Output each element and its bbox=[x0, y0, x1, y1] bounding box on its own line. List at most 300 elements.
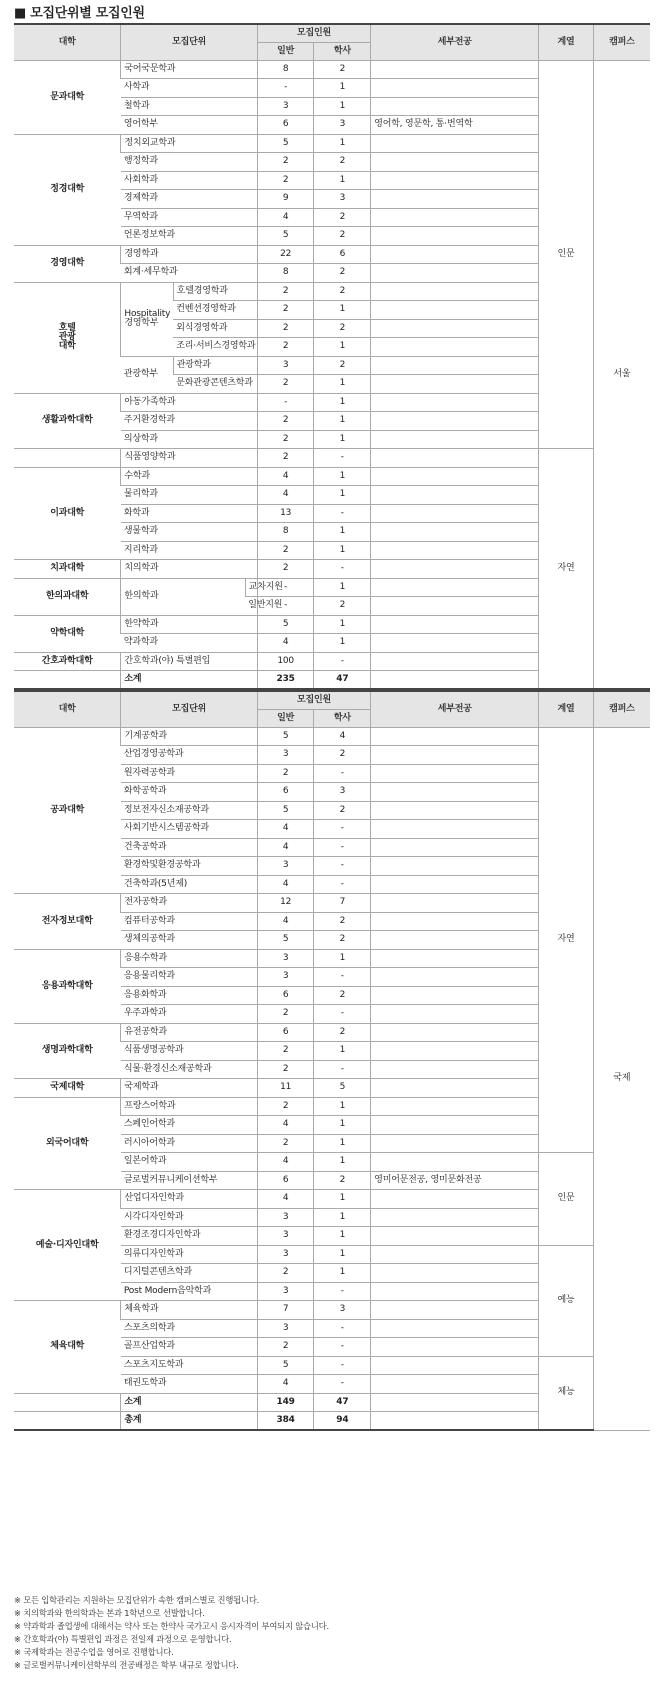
unit-name: 기계공학과 bbox=[121, 727, 257, 746]
bachelor-count: 1 bbox=[314, 171, 371, 190]
bachelor-count: - bbox=[314, 1282, 371, 1301]
bachelor-count: 1 bbox=[314, 523, 371, 542]
header-general: 일반 bbox=[257, 709, 314, 727]
major-detail bbox=[371, 1153, 539, 1172]
sub-unit: 교차지원 bbox=[245, 578, 257, 597]
major-detail bbox=[371, 1097, 539, 1116]
general-count: 5 bbox=[257, 134, 314, 153]
general-count: 6 bbox=[257, 116, 314, 135]
bachelor-count: - bbox=[314, 1356, 371, 1375]
major-detail bbox=[371, 208, 539, 227]
general-count: 3 bbox=[257, 1227, 314, 1246]
major-detail: 영미어문전공, 영미문화전공 bbox=[371, 1171, 539, 1190]
note-line: ※ 약과학과 졸업생에 대해서는 약사 또는 한약사 국가고시 응시자격이 부여되지 않습니다. bbox=[14, 1621, 329, 1631]
unit-name: 아동가족학과 bbox=[121, 393, 257, 412]
major-detail bbox=[371, 931, 539, 950]
unit-name: 관광학과 bbox=[173, 356, 257, 375]
subtotal-row bbox=[14, 671, 650, 690]
general-count: 5 bbox=[257, 227, 314, 246]
general-count: 3 bbox=[257, 1282, 314, 1301]
major-detail bbox=[371, 1375, 539, 1394]
general-count: 2 bbox=[257, 282, 314, 301]
unit-name: 산업디자인학과 bbox=[121, 1190, 257, 1209]
major-detail bbox=[371, 523, 539, 542]
bachelor-count: 2 bbox=[314, 986, 371, 1005]
header-major: 세부전공 bbox=[371, 691, 539, 727]
major-detail bbox=[371, 1116, 539, 1135]
general-count: 4 bbox=[257, 1153, 314, 1172]
bachelor-count: 4 bbox=[314, 727, 371, 746]
major-detail bbox=[371, 467, 539, 486]
unit-name: 생체의공학과 bbox=[121, 931, 257, 950]
major-detail bbox=[371, 615, 539, 634]
major-detail bbox=[371, 746, 539, 765]
unit-name: 골프산업학과 bbox=[121, 1338, 257, 1357]
bachelor-count: 2 bbox=[314, 282, 371, 301]
general-count: 5 bbox=[257, 801, 314, 820]
bachelor-count: 2 bbox=[314, 801, 371, 820]
major-detail bbox=[371, 597, 539, 616]
bachelor-count: 2 bbox=[314, 912, 371, 931]
major-detail bbox=[371, 560, 539, 579]
general-count: 5 bbox=[257, 1356, 314, 1375]
sum-blank bbox=[371, 1412, 594, 1431]
bachelor-count: 1 bbox=[314, 615, 371, 634]
bachelor-count: 1 bbox=[314, 467, 371, 486]
major-detail bbox=[371, 1079, 539, 1098]
bachelor-count: 2 bbox=[314, 227, 371, 246]
bachelor-count: 3 bbox=[314, 190, 371, 209]
unit-name: 스포츠지도학과 bbox=[121, 1356, 257, 1375]
bachelor-count: - bbox=[314, 652, 371, 671]
college-name: 예술·디자인대학 bbox=[14, 1190, 121, 1301]
major-detail bbox=[371, 894, 539, 913]
general-count: 9 bbox=[257, 190, 314, 209]
unit-name: 건축공학과 bbox=[121, 838, 257, 857]
general-count: 5 bbox=[257, 615, 314, 634]
header-campus: 캠퍼스 bbox=[593, 24, 650, 60]
college-name: 전자정보대학 bbox=[14, 894, 121, 950]
major-detail bbox=[371, 79, 539, 98]
college-name: 응용과학대학 bbox=[14, 949, 121, 1023]
general-count: 6 bbox=[257, 1171, 314, 1190]
tables-container bbox=[14, 23, 650, 1431]
bachelor-count: 1 bbox=[314, 1208, 371, 1227]
bachelor-count: - bbox=[314, 838, 371, 857]
sum-label: 총계 bbox=[121, 1412, 257, 1431]
bachelor-count: 1 bbox=[314, 1190, 371, 1209]
bachelor-count: 1 bbox=[314, 1227, 371, 1246]
unit-name: 환경조경디자인학과 bbox=[121, 1227, 257, 1246]
unit-name: 건축학과(5년제) bbox=[121, 875, 257, 894]
major-detail: 영어학, 영문학, 통·번역학 bbox=[371, 116, 539, 135]
bachelor-count: 2 bbox=[314, 208, 371, 227]
major-detail bbox=[371, 1208, 539, 1227]
bachelor-count: 1 bbox=[314, 634, 371, 653]
college-name: 약학대학 bbox=[14, 615, 121, 652]
general-count: 2 bbox=[257, 541, 314, 560]
header-unit: 모집단위 bbox=[121, 24, 257, 60]
unit-name: 국제학과 bbox=[121, 1079, 257, 1098]
unit-name: 원자력공학과 bbox=[121, 764, 257, 783]
general-count: 3 bbox=[257, 1319, 314, 1338]
general-count: 2 bbox=[257, 1097, 314, 1116]
major-detail bbox=[371, 1005, 539, 1024]
major-detail bbox=[371, 60, 539, 79]
general-count: 4 bbox=[257, 467, 314, 486]
major-detail bbox=[371, 986, 539, 1005]
bachelor-count: - bbox=[314, 1060, 371, 1079]
bachelor-count: 1 bbox=[314, 578, 371, 597]
general-count: 3 bbox=[257, 97, 314, 116]
bachelor-count: 2 bbox=[314, 264, 371, 283]
header-quota: 모집인원 bbox=[257, 24, 370, 42]
unit-name: 식품영양학과 bbox=[121, 449, 257, 468]
general-count: 4 bbox=[257, 634, 314, 653]
t1-table bbox=[14, 23, 650, 690]
unit-name: 회계·세무학과 bbox=[121, 264, 257, 283]
header-quota: 모집인원 bbox=[257, 691, 370, 709]
field-name: 체능 bbox=[539, 1356, 594, 1430]
bachelor-count: 2 bbox=[314, 597, 371, 616]
bachelor-count: 6 bbox=[314, 245, 371, 264]
general-count: 4 bbox=[257, 912, 314, 931]
general-count: 2 bbox=[257, 1264, 314, 1283]
bachelor-count: 1 bbox=[314, 1245, 371, 1264]
major-detail bbox=[371, 875, 539, 894]
general-count: 2 bbox=[257, 1338, 314, 1357]
general-count: 2 bbox=[257, 430, 314, 449]
bachelor-count: 3 bbox=[314, 1301, 371, 1320]
unit-name: 정보전자신소재공학과 bbox=[121, 801, 257, 820]
major-detail bbox=[371, 375, 539, 394]
bachelor-count: 1 bbox=[314, 1116, 371, 1135]
general-count: 2 bbox=[257, 764, 314, 783]
major-detail bbox=[371, 153, 539, 172]
unit-name: 응용물리학과 bbox=[121, 968, 257, 987]
college-name: 문과대학 bbox=[14, 60, 121, 134]
college-name: 치과대학 bbox=[14, 560, 121, 579]
major-detail bbox=[371, 227, 539, 246]
general-count: 2 bbox=[257, 560, 314, 579]
table-row bbox=[14, 449, 650, 468]
general-count: 4 bbox=[257, 486, 314, 505]
unit-name: 호텔경영학과 bbox=[173, 282, 257, 301]
major-detail bbox=[371, 783, 539, 802]
major-detail bbox=[371, 838, 539, 857]
college-name: 이과대학 bbox=[14, 467, 121, 560]
field-name: 인문 bbox=[539, 60, 594, 449]
major-detail bbox=[371, 393, 539, 412]
unit-name: 지리학과 bbox=[121, 541, 257, 560]
general-count: 8 bbox=[257, 523, 314, 542]
major-detail bbox=[371, 857, 539, 876]
general-count: 2 bbox=[257, 1005, 314, 1024]
general-count: 8 bbox=[257, 60, 314, 79]
general-count: 2 bbox=[257, 449, 314, 468]
unit-name: 사학과 bbox=[121, 79, 257, 98]
general-count: 2 bbox=[257, 338, 314, 357]
bachelor-count: 1 bbox=[314, 79, 371, 98]
bachelor-count: 1 bbox=[314, 1264, 371, 1283]
general-count: 2 bbox=[257, 301, 314, 320]
major-detail bbox=[371, 134, 539, 153]
college-name: 정경대학 bbox=[14, 134, 121, 245]
college-name: 국제대학 bbox=[14, 1079, 121, 1098]
major-detail bbox=[371, 578, 539, 597]
unit-name: 문화관광콘텐츠학과 bbox=[173, 375, 257, 394]
general-count: - bbox=[257, 597, 314, 616]
bachelor-count: 2 bbox=[314, 746, 371, 765]
unit-name: 치의학과 bbox=[121, 560, 257, 579]
unit-name: 의상학과 bbox=[121, 430, 257, 449]
bachelor-count: - bbox=[314, 968, 371, 987]
major-detail bbox=[371, 1264, 539, 1283]
major-detail bbox=[371, 801, 539, 820]
bachelor-count: 1 bbox=[314, 375, 371, 394]
sum-spacer bbox=[14, 671, 121, 690]
bachelor-count: 2 bbox=[314, 356, 371, 375]
bachelor-count: - bbox=[314, 560, 371, 579]
unit-name: 경영학과 bbox=[121, 245, 257, 264]
unit-name: 정치외교학과 bbox=[121, 134, 257, 153]
unit-name: 경제학과 bbox=[121, 190, 257, 209]
general-count: 235 bbox=[257, 671, 314, 690]
unit-name: 식물·환경신소재공학과 bbox=[121, 1060, 257, 1079]
unit-name: 무역학과 bbox=[121, 208, 257, 227]
major-detail bbox=[371, 412, 539, 431]
college-name: 공과대학 bbox=[14, 727, 121, 894]
unit-name: 물리학과 bbox=[121, 486, 257, 505]
major-detail bbox=[371, 727, 539, 746]
general-count: 5 bbox=[257, 727, 314, 746]
bachelor-count: 1 bbox=[314, 393, 371, 412]
general-count: 4 bbox=[257, 838, 314, 857]
bachelor-count: - bbox=[314, 875, 371, 894]
sub-unit: 일반지원 bbox=[245, 597, 257, 616]
general-count: 12 bbox=[257, 894, 314, 913]
bachelor-count: 1 bbox=[314, 541, 371, 560]
major-detail bbox=[371, 1356, 539, 1375]
field-name: 자연 bbox=[539, 449, 594, 690]
unit-name: 주거환경학과 bbox=[121, 412, 257, 431]
bachelor-count: - bbox=[314, 1319, 371, 1338]
major-detail bbox=[371, 1023, 539, 1042]
sum-spacer bbox=[14, 1412, 121, 1431]
bachelor-count: 1 bbox=[314, 1134, 371, 1153]
unit-name: 환경학및환경공학과 bbox=[121, 857, 257, 876]
table-row bbox=[14, 60, 650, 79]
unit-name: 생물학과 bbox=[121, 523, 257, 542]
major-detail bbox=[371, 1134, 539, 1153]
bachelor-count: - bbox=[314, 449, 371, 468]
bachelor-count: - bbox=[314, 1375, 371, 1394]
campus-name: 국제 bbox=[593, 727, 650, 1430]
general-count: 3 bbox=[257, 746, 314, 765]
general-count: 4 bbox=[257, 208, 314, 227]
bachelor-count: 47 bbox=[314, 671, 371, 690]
general-count: 4 bbox=[257, 1375, 314, 1394]
unit-name: 언론정보학과 bbox=[121, 227, 257, 246]
header-campus: 캠퍼스 bbox=[593, 691, 650, 727]
bachelor-count: - bbox=[314, 820, 371, 839]
unit-name: 디지털콘텐츠학과 bbox=[121, 1264, 257, 1283]
bachelor-count: - bbox=[314, 857, 371, 876]
table-row bbox=[14, 727, 650, 746]
general-count: - bbox=[257, 578, 314, 597]
bachelor-count: 1 bbox=[314, 1042, 371, 1061]
note-line: ※ 치의학과와 한의학과는 본과 1학년으로 선발합니다. bbox=[14, 1608, 205, 1618]
general-count: 149 bbox=[257, 1393, 314, 1412]
sum-label: 소계 bbox=[121, 671, 257, 690]
major-detail bbox=[371, 1282, 539, 1301]
unit-name: 러시아어학과 bbox=[121, 1134, 257, 1153]
college-name: 체육대학 bbox=[14, 1301, 121, 1394]
unit-name: 사회학과 bbox=[121, 171, 257, 190]
major-detail bbox=[371, 1301, 539, 1320]
general-count: 2 bbox=[257, 412, 314, 431]
major-detail bbox=[371, 1042, 539, 1061]
bachelor-count: 1 bbox=[314, 301, 371, 320]
major-detail bbox=[371, 504, 539, 523]
college-name: 호텔 관광 대학 bbox=[14, 282, 121, 393]
unit-name: 한약학과 bbox=[121, 615, 257, 634]
college-name: 생명과학대학 bbox=[14, 1023, 121, 1079]
general-count: 3 bbox=[257, 857, 314, 876]
bachelor-count: 1 bbox=[314, 134, 371, 153]
unit-name: 일본어학과 bbox=[121, 1153, 257, 1172]
note-line: ※ 모든 입학관리는 지원하는 모집단위가 속한 캠퍼스별로 진행됩니다. bbox=[14, 1595, 260, 1605]
notes bbox=[14, 1594, 654, 1672]
general-count: 2 bbox=[257, 319, 314, 338]
general-count: 3 bbox=[257, 949, 314, 968]
unit-name: 전자공학과 bbox=[121, 894, 257, 913]
bachelor-count: - bbox=[314, 1005, 371, 1024]
subtotal-row bbox=[14, 1393, 650, 1412]
page-title: ■ 모집단위별 모집인원 bbox=[14, 6, 145, 21]
unit-name: 체육학과 bbox=[121, 1301, 257, 1320]
sum-spacer bbox=[14, 1393, 121, 1412]
unit-name: 태권도학과 bbox=[121, 1375, 257, 1394]
sum-blank bbox=[371, 671, 594, 690]
general-count: 2 bbox=[257, 375, 314, 394]
major-detail bbox=[371, 1245, 539, 1264]
general-count: 11 bbox=[257, 1079, 314, 1098]
major-detail bbox=[371, 190, 539, 209]
unit-name: 철학과 bbox=[121, 97, 257, 116]
unit-name: 한의학과 bbox=[121, 578, 245, 615]
general-count: 13 bbox=[257, 504, 314, 523]
note-line: ※ 글로벌커뮤니케이션학부의 전공배정은 학부 내규로 정합니다. bbox=[14, 1660, 239, 1670]
major-detail bbox=[371, 820, 539, 839]
unit-name: 프랑스어학과 bbox=[121, 1097, 257, 1116]
major-detail bbox=[371, 97, 539, 116]
general-count: 6 bbox=[257, 783, 314, 802]
header-bachelor: 학사 bbox=[314, 709, 371, 727]
bachelor-count: 7 bbox=[314, 894, 371, 913]
unit-name: 간호학과(야) 특별편입 bbox=[121, 652, 257, 671]
header-field: 계열 bbox=[539, 24, 594, 60]
field-name: 자연 bbox=[539, 727, 594, 1153]
header-bachelor: 학사 bbox=[314, 42, 371, 60]
general-count: 8 bbox=[257, 264, 314, 283]
bachelor-count: 2 bbox=[314, 153, 371, 172]
division-name: Hospitality 경영학부 bbox=[121, 282, 173, 356]
general-count: 3 bbox=[257, 1208, 314, 1227]
total-row bbox=[14, 1412, 650, 1431]
unit-name: 국어국문학과 bbox=[121, 60, 257, 79]
general-count: 3 bbox=[257, 1245, 314, 1264]
unit-name: 영어학부 bbox=[121, 116, 257, 135]
general-count: 4 bbox=[257, 875, 314, 894]
unit-name: 식품생명공학과 bbox=[121, 1042, 257, 1061]
college-name bbox=[14, 449, 121, 468]
major-detail bbox=[371, 1227, 539, 1246]
sum-label: 소계 bbox=[121, 1393, 257, 1412]
bachelor-count: - bbox=[314, 764, 371, 783]
unit-name: 스포츠의학과 bbox=[121, 1319, 257, 1338]
bachelor-count: 47 bbox=[314, 1393, 371, 1412]
bachelor-count: 94 bbox=[314, 1412, 371, 1431]
unit-name: 유전공학과 bbox=[121, 1023, 257, 1042]
bachelor-count: 3 bbox=[314, 116, 371, 135]
unit-name: 수학과 bbox=[121, 467, 257, 486]
major-detail bbox=[371, 949, 539, 968]
general-count: 3 bbox=[257, 968, 314, 987]
major-detail bbox=[371, 764, 539, 783]
bachelor-count: 3 bbox=[314, 783, 371, 802]
note-line: ※ 간호학과(야) 특별편입 과정은 전일제 과정으로 운영합니다. bbox=[14, 1634, 232, 1644]
bachelor-count: 2 bbox=[314, 319, 371, 338]
major-detail bbox=[371, 282, 539, 301]
header-major: 세부전공 bbox=[371, 24, 539, 60]
general-count: 5 bbox=[257, 931, 314, 950]
bachelor-count: 1 bbox=[314, 949, 371, 968]
field-name: 예능 bbox=[539, 1245, 594, 1356]
general-count: 6 bbox=[257, 986, 314, 1005]
general-count: 2 bbox=[257, 1060, 314, 1079]
general-count: 7 bbox=[257, 1301, 314, 1320]
bachelor-count: 1 bbox=[314, 430, 371, 449]
general-count: 22 bbox=[257, 245, 314, 264]
college-name: 한의과대학 bbox=[14, 578, 121, 615]
field-name: 인문 bbox=[539, 1153, 594, 1246]
bachelor-count: 1 bbox=[314, 338, 371, 357]
major-detail bbox=[371, 968, 539, 987]
college-name: 경영대학 bbox=[14, 245, 121, 282]
general-count: 3 bbox=[257, 356, 314, 375]
bachelor-count: 2 bbox=[314, 1171, 371, 1190]
general-count: 2 bbox=[257, 1042, 314, 1061]
college-name: 생활과학대학 bbox=[14, 393, 121, 449]
general-count: - bbox=[257, 79, 314, 98]
general-count: 2 bbox=[257, 171, 314, 190]
major-detail bbox=[371, 319, 539, 338]
general-count: 2 bbox=[257, 153, 314, 172]
general-count: 4 bbox=[257, 1116, 314, 1135]
major-detail bbox=[371, 430, 539, 449]
bachelor-count: 2 bbox=[314, 931, 371, 950]
unit-name: 행정학과 bbox=[121, 153, 257, 172]
unit-name: Post Modern음악학과 bbox=[121, 1282, 257, 1301]
header-college: 대학 bbox=[14, 691, 121, 727]
bachelor-count: 1 bbox=[314, 1153, 371, 1172]
bachelor-count: 2 bbox=[314, 1023, 371, 1042]
header-college: 대학 bbox=[14, 24, 121, 60]
general-count: 2 bbox=[257, 1134, 314, 1153]
unit-name: 조리·서비스경영학과 bbox=[173, 338, 257, 357]
major-detail bbox=[371, 1190, 539, 1209]
